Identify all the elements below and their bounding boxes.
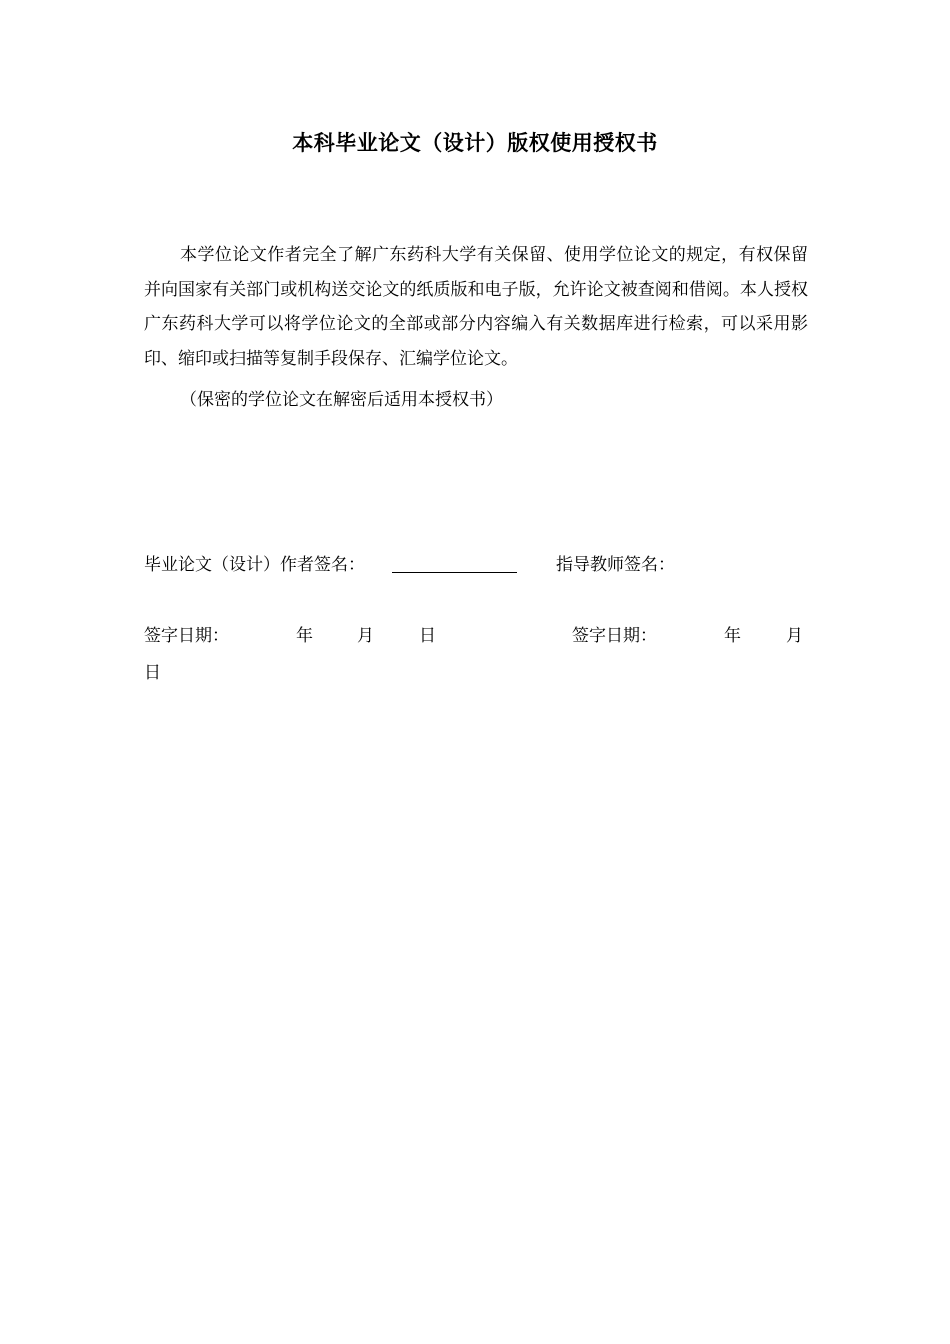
advisor-date-day: 日 [144,663,161,683]
author-date-label: 签字日期： [144,626,229,646]
advisor-date-year: 年 [724,626,741,646]
author-date-day: 日 [419,626,436,646]
author-date-month: 月 [357,626,374,646]
authorization-paragraph: 本学位论文作者完全了解广东药科大学有关保留、使用学位论文的规定，有权保留并向国家有关部门或机构送交论文的纸质版和电子版，允许论文被查阅和借阅。本人授权广东药科大学可以将学位论文的全部或部分内容编入有关数据库进行检索，可以采用影印、缩印或扫描等复制手段保存、汇编学位论文。 [144,245,808,369]
advisor-date-month: 月 [786,626,803,646]
advisor-signature-label: 指导教师签名： [556,555,675,575]
author-date-year: 年 [296,626,313,646]
advisor-date-label: 签字日期： [572,626,657,646]
date-row [144,621,808,651]
document-title: 本科毕业论文（设计）版权使用授权书 [292,131,658,155]
confidential-note: （保密的学位论文在解密后适用本授权书） [180,390,503,410]
author-signature-label: 毕业论文（设计）作者签名： [144,555,365,575]
signature-row [144,550,808,580]
author-signature-line [392,572,517,573]
